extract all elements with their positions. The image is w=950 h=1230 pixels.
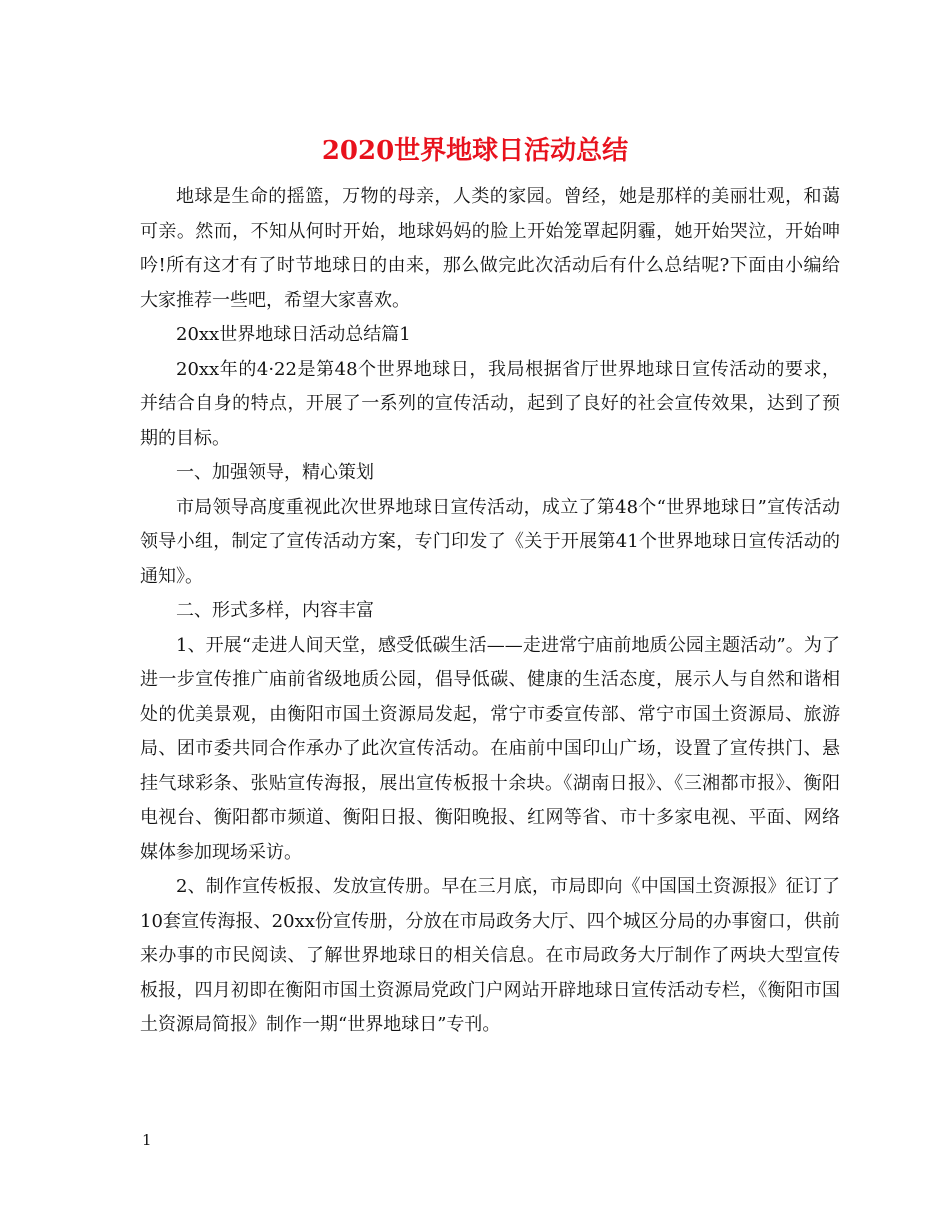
- body-paragraph: 1、开展“走进人间天堂，感受低碳生活——走进常宁庙前地质公园主题活动”。为了进一步宣传推广庙前省级地质公园，倡导低碳、健康的生活态度，展示人与自然和谐相处的优美景观，由衡阳市国土资源局发起，常宁市委宣传部、常宁市国土资源局、旅游局、团市委共同合作承办了此次宣传活动。在庙前中国印山广场，设置了宣传拱门、悬挂气球彩条、张贴宣传海报，展出宣传板报十余块。《湖南日报》、《三湘都市报》、衡阳电视台、衡阳都市频道、衡阳日报、衡阳晚报、红网等省、市十多家电视、平面、网络媒体参加现场采访。: [140, 634, 840, 863]
- page-number: 1: [142, 1131, 152, 1149]
- document-body: [140, 180, 840, 1043]
- body-paragraph: 20xx年的4·22是第48个世界地球日，我局根据省厅世界地球日宣传活动的要求，并结合自身的特点，开展了一系列的宣传活动，起到了良好的社会宣传效果，达到了预期的目标。: [140, 358, 840, 449]
- section-heading-leadership: 一、加强领导，精心策划: [176, 462, 374, 483]
- section-heading-part-1: 20xx世界地球日活动总结篇1: [176, 324, 411, 345]
- section-heading-forms: 二、形式多样，内容丰富: [176, 600, 374, 621]
- page-title: 2020世界地球日活动总结: [321, 136, 629, 166]
- intro-paragraph: 地球是生命的摇篮，万物的母亲，人类的家园。曾经，她是那样的美丽壮观，和蔼可亲。然而，不知从何时开始，地球妈妈的脸上开始笼罩起阴霾，她开始哭泣，开始呻吟!所有这才有了时节地球日的由来，那么做完此次活动后有什么总结呢?下面由小编给大家推荐一些吧，希望大家喜欢。: [140, 186, 840, 311]
- body-paragraph: 2、制作宣传板报、发放宣传册。早在三月底，市局即向《中国国土资源报》征订了10套宣传海报、20xx份宣传册，分放在市局政务大厅、四个城区分局的办事窗口，供前来办事的市民阅读、了解世界地球日的相关信息。在市局政务大厅制作了两块大型宣传板报，四月初即在衡阳市国土资源局党政门户网站开辟地球日宣传活动专栏，《衡阳市国土资源局简报》制作一期“世界地球日”专刊。: [140, 876, 840, 1035]
- body-paragraph: 市局领导高度重视此次世界地球日宣传活动，成立了第48个“世界地球日”宣传活动领导小组，制定了宣传活动方案，专门印发了《关于开展第41个世界地球日宣传活动的通知》。: [140, 496, 840, 587]
